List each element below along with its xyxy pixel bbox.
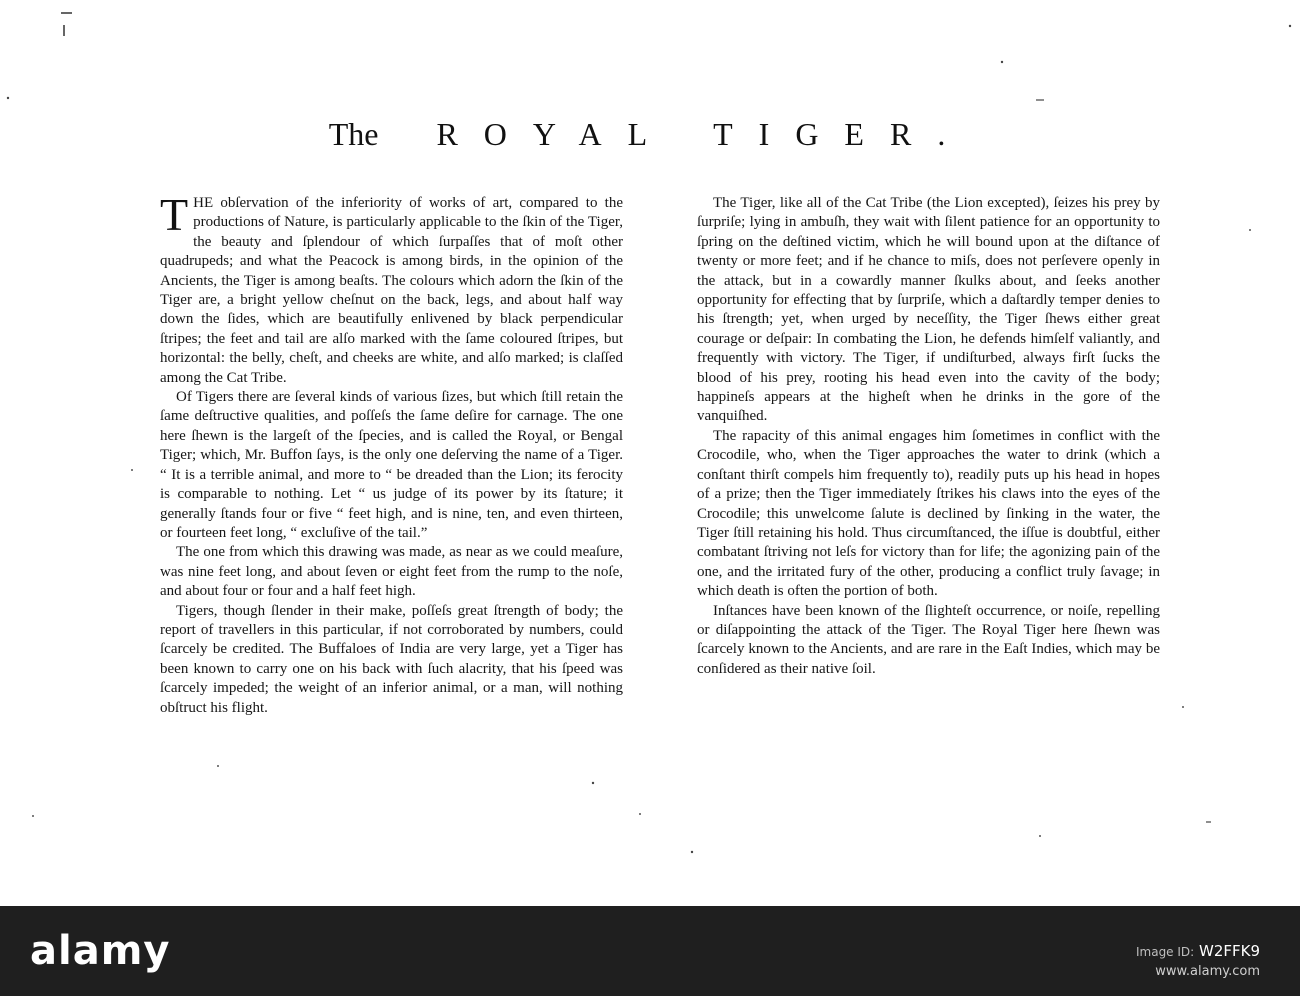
title-word-the: The — [328, 116, 379, 152]
paragraph-text: HE obſervation of the inferiority of works of art, compared to the productions of Nature, is particularly applicable to the ſkin of the Tiger, the beauty and ſplendour of which ſurpaſſes that of moſt other quadrupeds; and what the Peacock is among birds, in the opinion of the Ancients, the Tiger is among beaſts. The colours which adorn the ſkin of the Tiger are, a bright yellow cheſnut on the back, legs, and about half way down the ſides, which are beautifully enlivened by black perpendicular ſtripes; the feet and tail are alſo marked with the ſame coloured ſtripes, but horizontal: the belly, cheſt, and cheeks are white, and alſo marked; is claſſed among the Cat Tribe. — [160, 195, 623, 386]
page-title — [0, 112, 1300, 156]
title-word-royal: ROYAL — [436, 116, 674, 152]
brand-logo: alamy — [30, 928, 171, 974]
site-url: www.alamy.com — [1155, 964, 1260, 979]
paragraph — [160, 189, 623, 388]
left-text-column — [160, 189, 623, 718]
paragraph: Tigers, though ſlender in their make, poſſeſs great ſtrength of body; the report of travellers in this particular, if not corroborated by numbers, could ſcarcely be credited. The Buffaloes of India are very large, yet a Tiger has been known to carry one on his back with ſuch alacrity, that his ſpeed was ſcarcely impeded; the weight of an inferior animal, or a man, will nothing obſtruct his flight. — [160, 602, 623, 716]
paragraph: The one from which this drawing was made, as near as we could meaſure, was nine feet long, and about ſeven or eight feet from the rump to the noſe, and about four or four and a half feet high. — [160, 544, 623, 600]
watermark-footer — [0, 906, 1300, 996]
title-word-tiger: TIGER. — [713, 116, 972, 152]
right-text-column — [697, 194, 1160, 679]
drop-cap: T — [160, 189, 189, 240]
paragraph: The Tiger, like all of the Cat Tribe (the Lion excepted), ſeizes his prey by ſurpriſe; lying in ambuſh, they wait with ſilent patience for an opportunity to ſpring on the deſtined victim, which he will bound upon at the diſtance of twenty or more feet; and if he chance to miſs, does not perſevere openly in the attack, but in a cowardly manner ſkulks about, and ſeeks another opportunity for effecting that by ſurpriſe, which a daſtardly temper denies to his ſtrength; yet, when urged by neceſſity, the Tiger ſhews either great courage or deſpair: In combating the Lion, he defends himſelf valiantly, and frequently with victory. The Tiger, if undiſturbed, always firſt ſucks the blood of his prey, rooting his head even into the cavity of the body; happineſs appears at the higheſt when he drinks in the gore of the vanquiſhed. — [697, 195, 1160, 425]
image-id — [1136, 942, 1260, 960]
paragraph: The rapacity of this animal engages him ſometimes in conflict with the Crocodile, who, when the Tiger approaches the water to drink (which a conſtant thirſt compels him frequently to), readily puts up his head in hopes of a prize; then the Tiger immediately ſtrikes his claws into the eyes of the Crocodile; this unwelcome ſalute is declined by ſinking in the water, the Tiger ſtill retaining his hold. Thus circumſtanced, the iſſue is doubtful, either combatant ſtriving not leſs for victory than for life; the agonizing pain of the one, and the irritated fury of the other, producing a conflict truly ſavage; in which death is often the portion of both. — [697, 427, 1160, 600]
paragraph: Of Tigers there are ſeveral kinds of various ſizes, but which ſtill retain the ſame deſtructive qualities, and poſſeſs the ſame deſire for carnage. The one here ſhewn is the largeſt of the ſpecies, and is called the Royal, or Bengal Tiger; which, Mr. Buffon ſays, is the only one deſerving the name of a Tiger. “ It is a terrible animal, and more to “ be dreaded than the Lion; its ferocity is comparable to nothing. Let “ us judge of its power by its ſtature; it generally ſtands four or five “ feet high, and is nine, ten, and even thirteen, or fourteen feet long, “ excluſive of the tail.” — [160, 389, 623, 541]
image-id-value: W2FFK9 — [1198, 942, 1260, 960]
paragraph: Inſtances have been known of the ſlighteſt occurrence, or noiſe, repelling or diſappointing the attack of the Tiger. The Royal Tiger here ſhewn was ſcarcely known to the Ancients, and are rare in the Eaſt Indies, which may be conſidered as their native ſoil. — [697, 602, 1160, 677]
image-id-label: Image ID: — [1135, 945, 1195, 959]
